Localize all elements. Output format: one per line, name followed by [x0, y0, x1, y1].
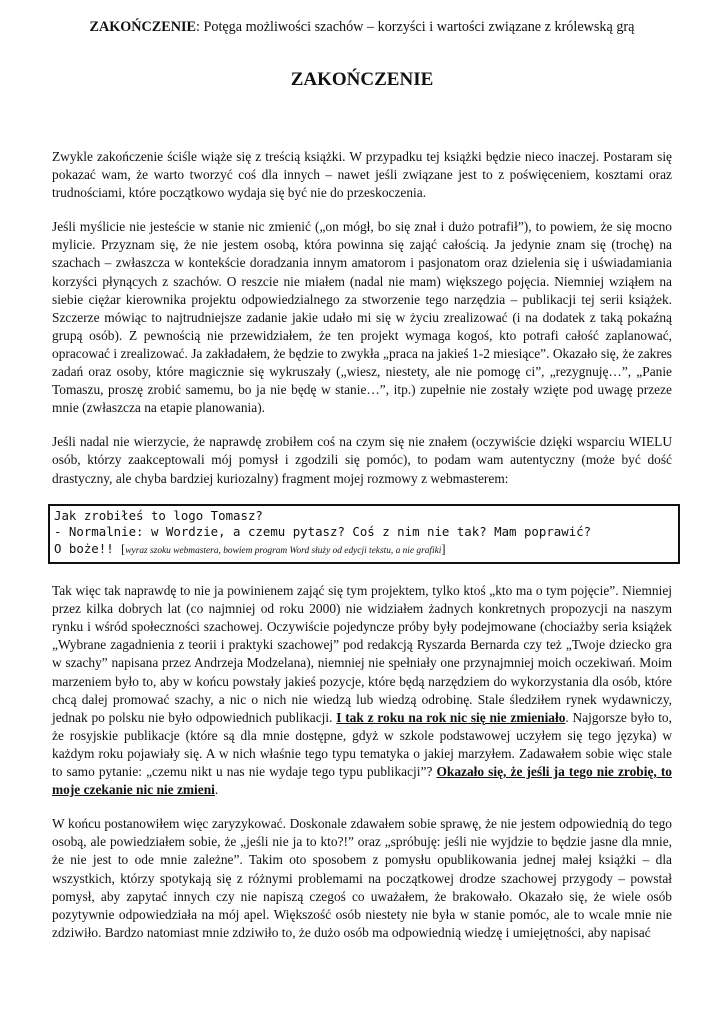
- quote-line-3: [54, 541, 674, 560]
- running-header: [0, 17, 724, 37]
- quote-bracket-close: ]: [441, 541, 446, 556]
- quote-note: wyraz szoku webmastera, bowiem program Word służy od edycji tekstu, a nie grafiki: [125, 545, 442, 556]
- paragraph-4-part-c: .: [214, 782, 219, 798]
- paragraph-4: [52, 582, 672, 799]
- paragraph-2: Jeśli myślicie nie jesteście w stanie nic zmienić („on mógł, bo się znał i dużo potrafił”), to powiem, że się mocno mylicie. Przyznam się, że nie jestem osobą, która powinna się zająć całością. Ja jedynie znam się (trochę) na szachach – zwłaszcza w kontekście doradzania innym amatorom i pasjonatom oraz dzielenia się i uświadamiania korzyści płynących z szachów. O reszcie nie miałem (nadal nie mam) większego pojęcia. Niemniej wziąłem na siebie ciężar kierownika projektu odpowiedzialnego za stworzenie tego narzędzia – publikacji tej serii książek. Szczerze mówiąc to najtrudniejsze zadanie jakie udało mi się w życiu zrealizować (i na dodatek z taką pokaźną grupą osób). Z pewnością nie przewidziałem, że ten projekt wymaga kogoś, kto potrafi całość zaplanować, opracować i zrealizować. Ja zakładałem, że będzie to zwykła „praca na jakieś 1-2 miesiące”. Okazało się, że zakres zadań oraz osoby, które magicznie się wykruszały („wiesz, niestety, ale nie pomogę ci”, „rezygnuję…”, „Panie Tomaszu, proszę zrobić samemu, bo ja nie będę w stanie…”, itp.) zupełnie nie zostały wzięte pod uwagę przeze mnie (zwłaszcza na etapie planowania).: [52, 219, 672, 416]
- paragraph-4-emphasis-2: Okazało się, że jeśli ja tego nie zrobię, to moje czekanie nic nie zmieni: [52, 764, 672, 798]
- paragraph-1: Zwykle zakończenie ściśle wiąże się z treścią książki. W przypadku tej książki będzie nieco inaczej. Postaram się pokazać wam, że warto tworzyć coś dla innych – nawet jeśli związane jest to z poświęceniem, kosztami oraz trudnościami, które początkowo wydaja się być nie do przeskoczenia.: [52, 149, 672, 201]
- quote-line-2: - Normalnie: w Wordzie, a czemu pytasz? Coś z nim nie tak? Mam poprawić?: [54, 524, 592, 540]
- paragraph-3: Jeśli nadal nie wierzycie, że naprawdę zrobiłem coś na czym się nie znałem (oczywiście dzięki wsparciu WIELU osób, którzy zaakceptowali mój pomysł i zgodzili się pomóc), to podam wam autentyczny (może być dość drastyczny, ale chyba bardziej kuriozalny) fragment mojej rozmowy z webmasterem:: [52, 434, 672, 486]
- paragraph-4-part-b: . Najgorsze było to, że rosyjskie publikacje (które są dla mnie dostępne, gdyż w szkole podstawowej uczyłem się tego języka) w każdym roku pojawiały się. A w nich właśnie tego typu tematyka o jakiej marzyłem. Zadawałem sobie więc stale to samo pytanie: „czemu nikt u nas nie wydaje tego typu publikacji”?: [52, 709, 672, 780]
- quote-bracket-open: [: [121, 541, 126, 556]
- body-text: [52, 148, 672, 958]
- chapter-title: ZAKOŃCZENIE: [290, 69, 434, 90]
- quote-line-1: Jak zrobiłeś to logo Tomasz?: [54, 507, 263, 523]
- paragraph-4-emphasis-1: I tak z roku na rok nic się nie zmieniało: [336, 709, 566, 725]
- running-header-chapter: ZAKOŃCZENIE: [89, 19, 196, 35]
- quote-exclamation: O boże!!: [54, 540, 122, 556]
- webmaster-quote-box: [48, 504, 680, 565]
- paragraph-5: W końcu postanowiłem więc zaryzykować. Doskonale zdawałem sobie sprawę, że nie jestem odpowiednią do tego osobą, ale powiedziałem sobie, że „jeśli nie ja to kto?!” oraz „spróbuję: jeśli nie wyjdzie to będzie jasne dla mnie, że nie jest to ode mnie zależne”. Takim oto sposobem z pomysłu opublikowania jednej małej książki – dla wszystkich, którzy spotykają się z różnymi problemami na początkowej drodze szachowej przygody – powstał pomysł, aby zapytać innych czy nie napiszą czegoś co uważałem, że brakowało. Okazało się, że wiele osób pozytywnie odpowiedziała na mój apel. Większość osób niestety nie była w stanie pomóc, ale to wcale mnie nie zdziwiło. Bardzo natomiast mnie zdziwiło to, że dużo osób ma odpowiednią wiedzę i umiejętności, aby napisać: [52, 816, 672, 940]
- running-header-subtitle: : Potęga możliwości szachów – korzyści i wartości związane z królewską grą: [195, 19, 635, 35]
- paragraph-4-part-a: Tak więc tak naprawdę to nie ja powinienem zająć się tym projektem, tylko ktoś „kto ma o tym pojęcie”. Niemniej przez kilka dobrych lat (co najmniej od roku 2000) nie widziałem żadnych konkretnych propozycji na naszym rynku i wśród społeczności szachowej. Oczywiście pojedyncze próby były podejmowane (chociażby seria książek „Wybrane zagadnienia z teorii i praktyki szachowej” pod redakcją Ryszarda Bernarda czy też „Twoje dziecko gra w szachy” napisana przez Andrzeja Modzelana), niemniej nie spełniały one przynajmniej moich oczekiwań. Moim marzeniem było to, aby w końcu powstały jakieś pozycje, które będą narzędziem do wykorzystania dla osób, które chcą dalej promować szachy, a nic o nich nie wiedzą lub wiedzą odrobinę. Stale śledziłem rynek wydawniczy, jednak po polsku nie było odpowiednich publikacji.: [52, 583, 672, 725]
